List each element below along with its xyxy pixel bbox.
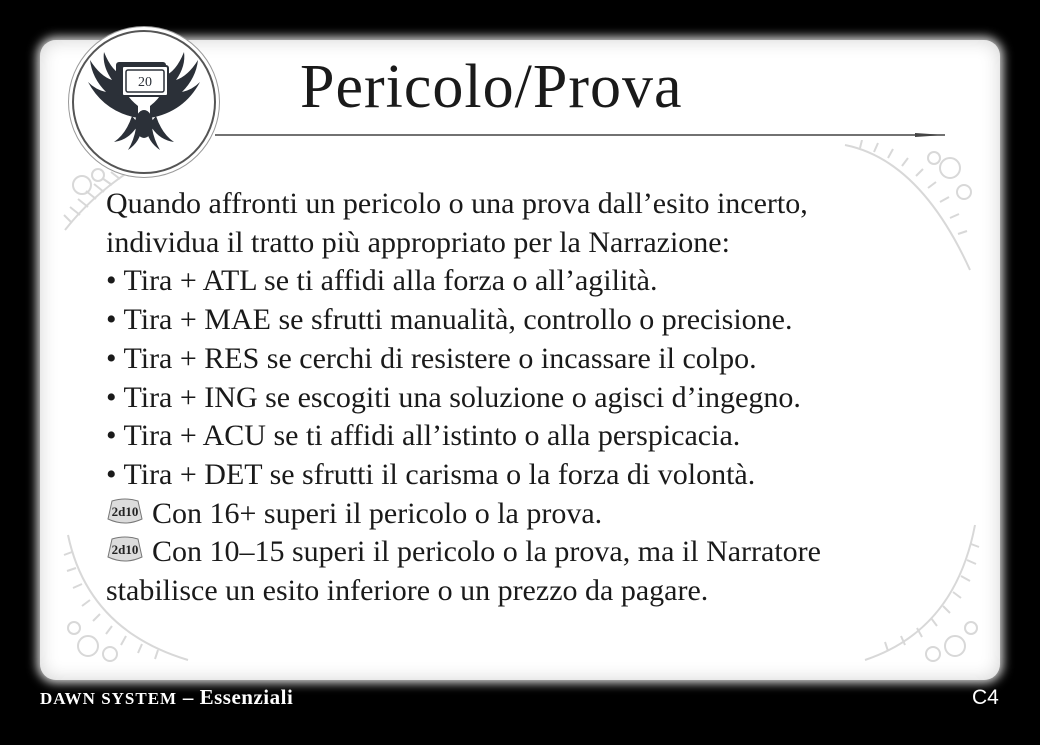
dice-icon <box>106 497 144 527</box>
footer-section: Essenziali <box>199 685 294 709</box>
dice-label: 2d10 <box>111 503 139 519</box>
dice-icon <box>106 535 144 565</box>
intro-line: individua il tratto più appropriato per la Narrazione: <box>106 225 730 259</box>
footer-system <box>40 685 293 710</box>
option-line: • Tira + ING se escogiti una soluzione o agisci d’ingegno. <box>106 380 801 414</box>
result-line-continued: stabilisce un esito inferiore o un prezzo da pagare. <box>106 574 709 608</box>
card-title: Pericolo/Prova <box>300 53 683 121</box>
result-text: Con 16+ superi il pericolo o la prova. <box>152 496 603 530</box>
winged-emblem-icon <box>74 32 214 172</box>
emblem <box>72 30 216 174</box>
footer-separator: – <box>182 685 194 709</box>
option-line: • Tira + MAE se sfrutti manualità, controllo o precisione. <box>106 303 793 337</box>
option-line: • Tira + ATL se ti affidi alla forza o all’agilità. <box>106 264 658 298</box>
option-line: • Tira + RES se cerchi di resistere o incassare il colpo. <box>106 341 757 375</box>
level-number: 20 <box>138 75 152 90</box>
result-line <box>106 495 986 534</box>
option-line: • Tira + DET se sfrutti il carisma o la forza di volontà. <box>106 457 756 491</box>
system-name: DAWN SYSTEM <box>40 689 178 708</box>
dice-label: 2d10 <box>111 542 139 558</box>
card-body <box>106 185 986 611</box>
card-code: C4 <box>972 686 999 709</box>
title-rule <box>215 133 945 137</box>
intro-line: Quando affronti un pericolo o una prova dall’esito incerto, <box>106 187 808 220</box>
result-text: Con 10–15 superi il pericolo o la prova, ma il Narratore <box>152 535 821 569</box>
option-line: • Tira + ACU se ti affidi all’istinto o alla perspicacia. <box>106 419 741 453</box>
result-line <box>106 533 986 572</box>
